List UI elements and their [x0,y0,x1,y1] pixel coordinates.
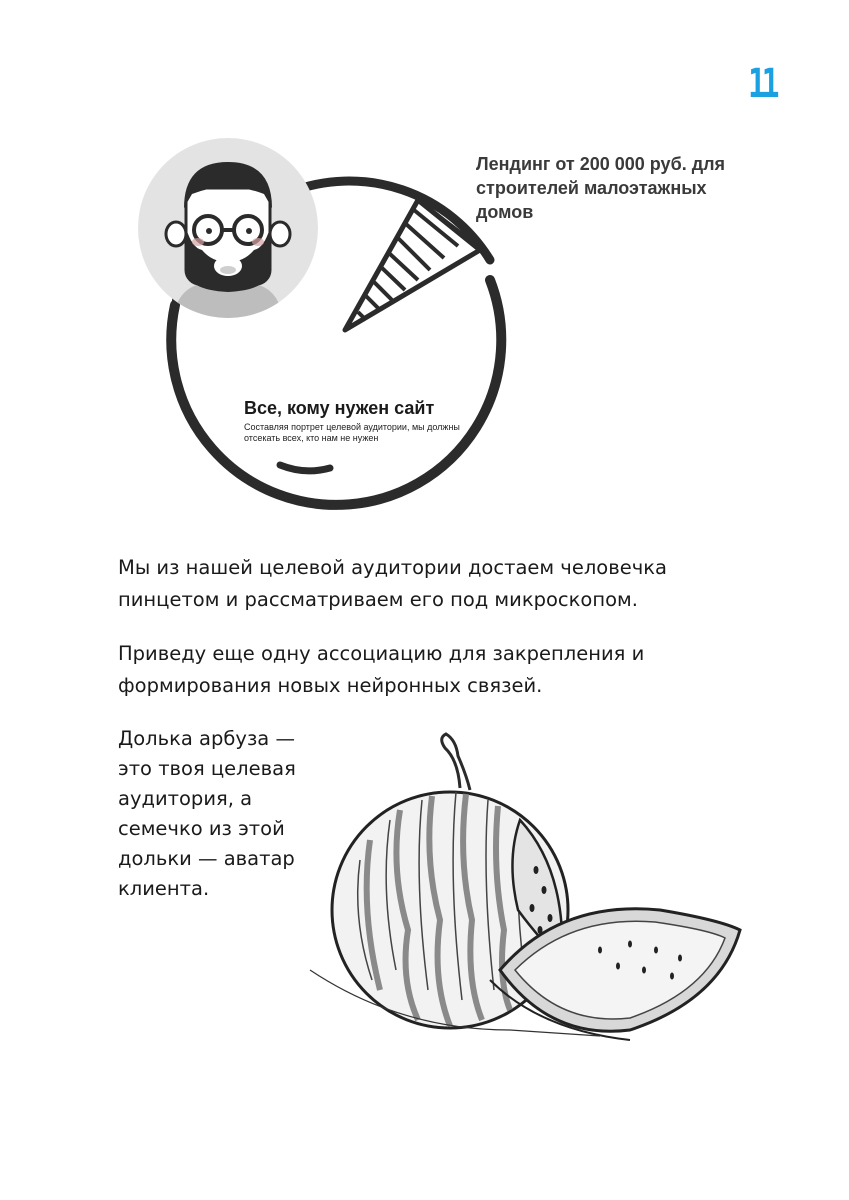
wedge-label: Лендинг от 200 000 руб. для строителей малоэтажных домов [476,154,726,222]
watermelon-illustration [300,730,760,1050]
paragraph-tweezers: Мы из нашей целевой аудитории достаем человечка пинцетом и рассматриваем его под микроскопом. [118,556,667,611]
page-number: 11 [748,61,776,107]
paragraph-association: Приведу еще одну ассоциацию для закрепления и формирования новых нейронных связей. [118,642,645,697]
circle-subtitle: Составляя портрет целевой аудитории, мы должны отсекать всех, кто нам не нужен [244,422,460,443]
watermelon-stem-icon [442,734,470,790]
paragraph-watermelon: Долька арбуза — это твоя целевая аудитория, а семечко из этой дольки — аватар клиента. [118,727,296,900]
avatar [138,138,318,318]
circle-title: Все, кому нужен сайт [244,398,435,418]
